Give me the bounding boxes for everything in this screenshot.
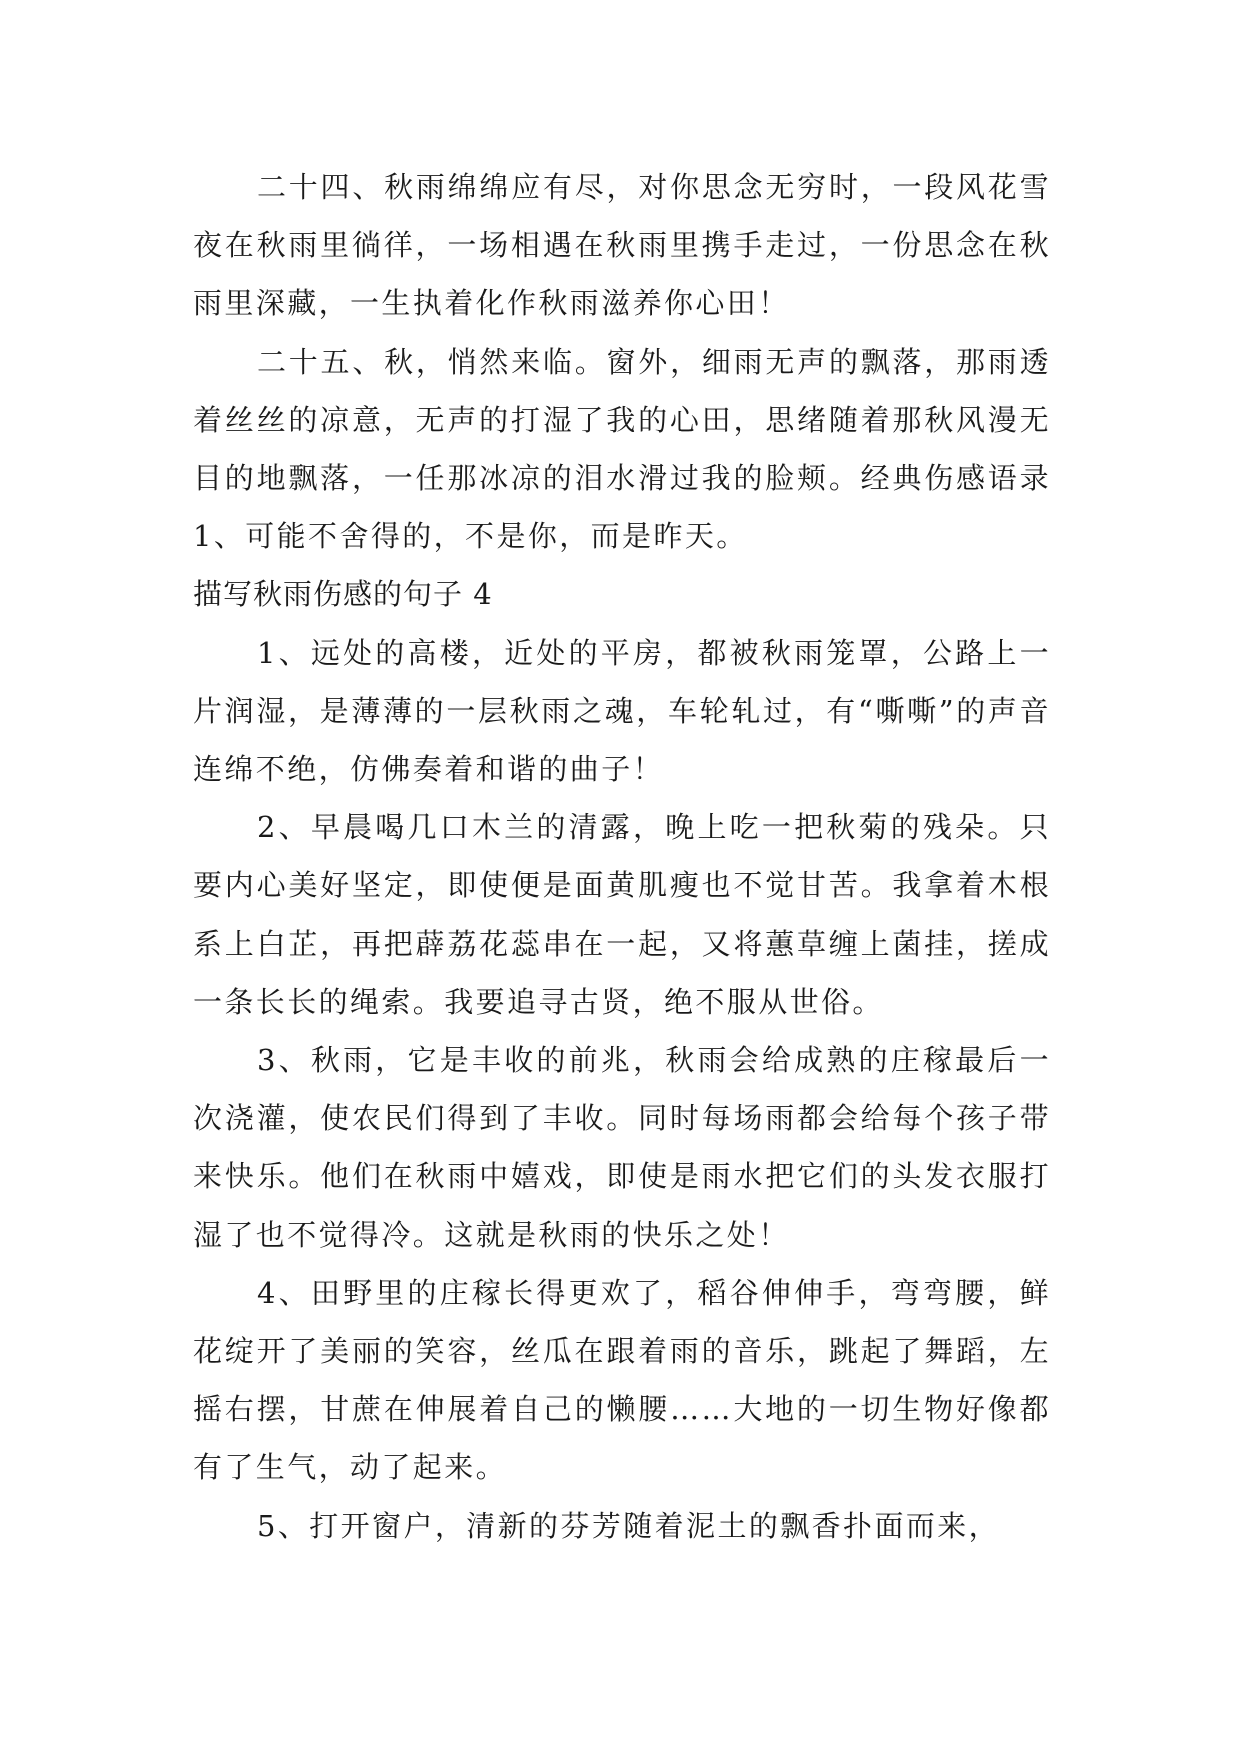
paragraph-item-5: 5、打开窗户，清新的芬芳随着泥土的飘香扑面而来， (257, 1508, 1001, 1543)
section-title: 描写秋雨伤感的句子 4 (193, 577, 493, 612)
paragraph-item-3: 3、秋雨，它是丰收的前兆，秋雨会给成熟的庄稼最后一次浇灌，使农民们得到了丰收。同时每场雨都会给每个孩子带来快乐。他们在秋雨中嬉戏，即使是雨水把它们的头发衣服打湿了也不觉得冷。这就是秋雨的快乐之处！ (193, 1043, 1051, 1252)
paragraph-item-1: 1、远处的高楼，近处的平房，都被秋雨笼罩，公路上一片润湿，是薄薄的一层秋雨之魂，车轮轧过，有“嘶嘶”的声音连绵不绝，仿佛奏着和谐的曲子！ (193, 635, 1051, 787)
paragraph-item-2: 2、早晨喝几口木兰的清露，晚上吃一把秋菊的残朵。只要内心美好坚定，即使便是面黄肌瘦也不觉甘苦。我拿着木根系上白芷，再把薜荔花蕊串在一起，又将蕙草缠上菌挂，搓成一条长长的绳索。我要追寻古贤，绝不服从世俗。 (193, 810, 1051, 1019)
paragraph-24: 二十四、秋雨绵绵应有尽，对你思念无穷时，一段风花雪夜在秋雨里徜徉，一场相遇在秋雨里携手走过，一份思念在秋雨里深藏，一生执着化作秋雨滋养你心田！ (193, 170, 1051, 321)
paragraph-item-4: 4、田野里的庄稼长得更欢了，稻谷伸伸手，弯弯腰，鲜花绽开了美丽的笑容，丝瓜在跟着雨的音乐，跳起了舞蹈，左摇右摆，甘蔗在伸展着自己的懒腰……大地的一切生物好像都有了生气，动了起来。 (193, 1275, 1051, 1485)
paragraph-25: 二十五、秋，悄然来临。窗外，细雨无声的飘落，那雨透着丝丝的凉意，无声的打湿了我的心田，思绪随着那秋风漫无目的地飘落，一任那冰凉的泪水滑过我的脸颊。经典伤感语录 1、可能不舍得的，不是你，而是昨天。 (193, 344, 1051, 554)
document-body (193, 158, 1051, 1555)
